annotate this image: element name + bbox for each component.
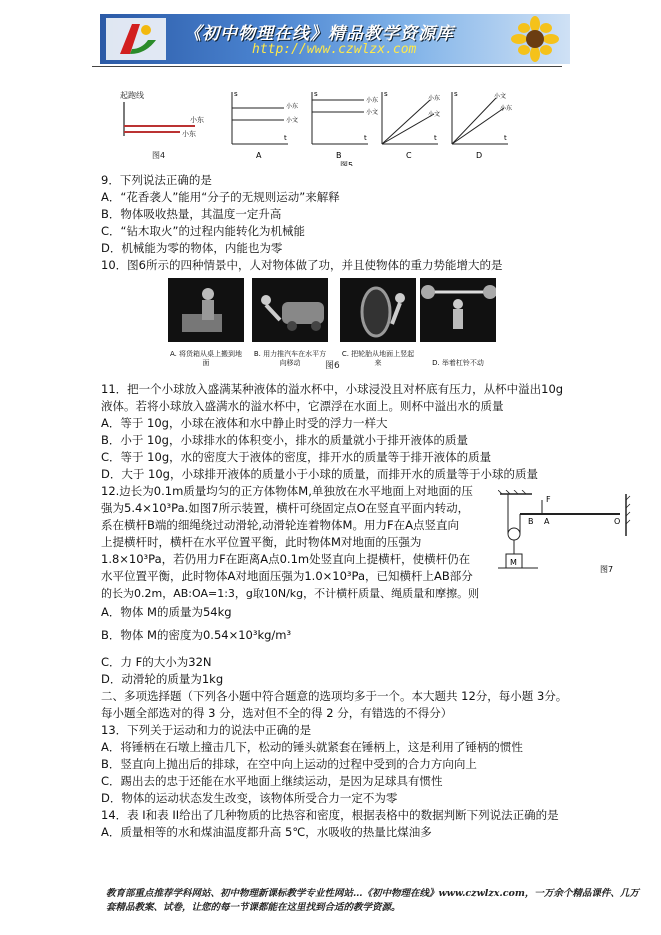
svg-text:小东: 小东 <box>182 130 196 138</box>
q12-option-b: B．物体 M的密度为0.54×10³kg/m³ <box>101 628 292 642</box>
svg-text:小文: 小文 <box>494 93 507 100</box>
svg-text:O: O <box>614 517 621 526</box>
svg-text:B: B <box>528 517 534 526</box>
q12-line-5: 1.8×10³Pa，若仍用力F在距离A点0.1m处竖直向上提横杆，使横杆仍在 <box>101 552 471 566</box>
q10-figure-label: 图6 <box>325 361 340 371</box>
fig5-label: 图5 <box>340 161 354 166</box>
q12-line-2: 强为5.4×10³Pa.如图7所示装置，横杆可绕固定点O在竖直平面内转动， <box>101 501 470 515</box>
svg-text:s: s <box>384 90 388 98</box>
svg-text:D: D <box>476 151 483 160</box>
q12-line-1: 12.边长为0.1m质量均匀的正方体物体M,单独放在水平地面上对地面的压 <box>101 484 473 498</box>
q12-line-6: 水平位置平衡，此时物体A对地面压强为1.0×10³Pa，已知横杆上AB部分 <box>101 569 473 583</box>
svg-text:M: M <box>510 558 517 567</box>
fig7-label: 图7 <box>600 565 614 574</box>
q10-photo-b: B. 用力推汽车在水平方向移动 <box>252 278 328 342</box>
q11-option-d: D．大于 10g，小球排开液体的质量小于小球的质量，而排开水的质量等于小球的质量 <box>101 467 538 481</box>
svg-text:t: t <box>364 134 367 142</box>
q13-option-a: A．将锤柄在石墩上撞击几下，松动的锤头就紧套在锤柄上，这是利用了锤柄的惯性 <box>101 740 523 754</box>
q10-photo-d: D. 举着杠铃不动 <box>420 278 496 342</box>
svg-text:s: s <box>314 90 318 98</box>
page-footer: 教育部重点推荐学科网站、初中物理新课标教学专业性网站…《初中物理在线》www.czwlzx.com，一万余个精品课件、几万套精品教案、试卷，让您的每一节课都能在这里找到合适的教学资源。 <box>106 888 639 913</box>
q10-photo-c: C. 把轮胎从地面上竖起来 <box>340 278 416 342</box>
figure-4-5 <box>120 86 520 166</box>
header-banner <box>100 14 570 64</box>
svg-text:C: C <box>406 151 412 160</box>
svg-text:小东: 小东 <box>366 97 379 104</box>
q9-stem: 9．下列说法正确的是 <box>101 173 212 187</box>
q14-line-1: 14．表 I和表 II给出了几种物质的比热容和密度，根据表格中的数据判断下列说法正确的是 <box>101 808 559 822</box>
svg-text:A: A <box>544 517 550 526</box>
q13-option-c: C．踢出去的忠于还能在水平地面上继续运动，是因为足球具有惯性 <box>101 774 443 788</box>
svg-text:A: A <box>256 151 262 160</box>
svg-text:小东: 小东 <box>286 103 299 110</box>
figure-7 <box>498 490 638 580</box>
q10-stem: 10．图6所示的四种情景中，人对物体做了功，并且使物体的重力势能增大的是 <box>101 258 503 272</box>
fig4-fig5-diagram <box>120 86 520 166</box>
svg-text:小东: 小东 <box>500 105 513 112</box>
q9-option-b: B．物体吸收热量，其温度一定升高 <box>101 207 282 221</box>
q12-option-c: C．力 F的大小为32N <box>101 655 212 669</box>
q13-option-b: B．竖直向上抛出后的排球，在空中向上运动的过程中受到的合力方向向上 <box>101 757 477 771</box>
q9-option-a: A．“花香袭人”能用“分子的无规则运动”来解释 <box>101 190 340 204</box>
q11-option-b: B．小于 10g，小球排水的体积变小，排水的质量就小于排开液体的质量 <box>101 433 468 447</box>
q13-option-d: D．物体的运动状态发生改变，该物体所受合力一定不为零 <box>101 791 398 805</box>
q12-option-a: A．物体 M的质量为54kg <box>101 605 232 619</box>
q12-line-7: 的长为0.2m，AB:OA=1:3，g取10N/kg，不计横杆质量、绳质量和摩擦。则 <box>101 587 480 600</box>
svg-text:F: F <box>546 495 551 504</box>
q11-line-1: 11．把一个小球放入盛满某种液体的溢水杯中，小球浸没且对杯底有压力，从杯中溢出10g <box>101 382 564 396</box>
q11-option-a: A．等于 10g，小球在液体和水中静止时受的浮力一样大 <box>101 416 388 430</box>
svg-text:小文: 小文 <box>286 117 299 124</box>
svg-text:s: s <box>234 90 238 98</box>
q12-line-4: 上提横杆时，横杆在水平位置平衡，此时物体M对地面的压强为 <box>101 535 422 549</box>
fig4-label: 图4 <box>152 151 166 160</box>
svg-text:t: t <box>434 134 437 142</box>
logo-icon <box>106 18 166 60</box>
header-url[interactable]: http://www.czwlzx.com <box>252 42 417 57</box>
svg-text:小东: 小东 <box>190 116 204 124</box>
header-divider <box>92 66 562 67</box>
svg-text:小东: 小东 <box>428 95 441 102</box>
q9-option-d: D．机械能为零的物体，内能也为零 <box>101 241 283 255</box>
header-title: 《初中物理在线》精品教学资源库 <box>184 24 454 44</box>
fig4-track-label: 起跑线 <box>120 91 144 100</box>
svg-text:t: t <box>284 134 287 142</box>
q12-option-d: D．动滑轮的质量为1kg <box>101 672 224 686</box>
sunflower-icon <box>504 16 566 62</box>
q9-option-c: C．“钻木取火”的过程内能转化为机械能 <box>101 224 305 238</box>
q13-stem: 13．下列关于运动和力的说法中正确的是 <box>101 723 312 737</box>
lever-pulley-diagram <box>498 490 638 580</box>
svg-text:s: s <box>454 90 458 98</box>
section2-line-2: 每小题全部选对的得 3 分，选对但不全的得 2 分，有错选的不得分） <box>101 706 453 720</box>
svg-text:t: t <box>504 134 507 142</box>
svg-text:小文: 小文 <box>428 111 441 118</box>
q10-photo-a: A. 将货箱从桌上搬到地面 <box>168 278 244 342</box>
q12-line-3: 系在横杆B端的细绳绕过动滑轮,动滑轮连着物体M。用力F在A点竖直向 <box>101 518 459 532</box>
section2-line-1: 二、多项选择题（下列各小题中符合题意的选项均多于一个。本大题共 12分，每小题 3分。 <box>101 689 568 703</box>
q11-option-c: C．等于 10g，水的密度大于液体的密度，排开水的质量等于排开液体的质量 <box>101 450 492 464</box>
q11-line-2: 液体。若将小球放入盛满水的溢水杯中，它漂浮在水面上。则杯中溢出水的质量 <box>101 399 504 413</box>
q14-option-a: A．质量相等的水和煤油温度都升高 5℃，水吸收的热量比煤油多 <box>101 825 432 839</box>
svg-text:B: B <box>336 151 342 160</box>
svg-text:小文: 小文 <box>366 109 379 116</box>
